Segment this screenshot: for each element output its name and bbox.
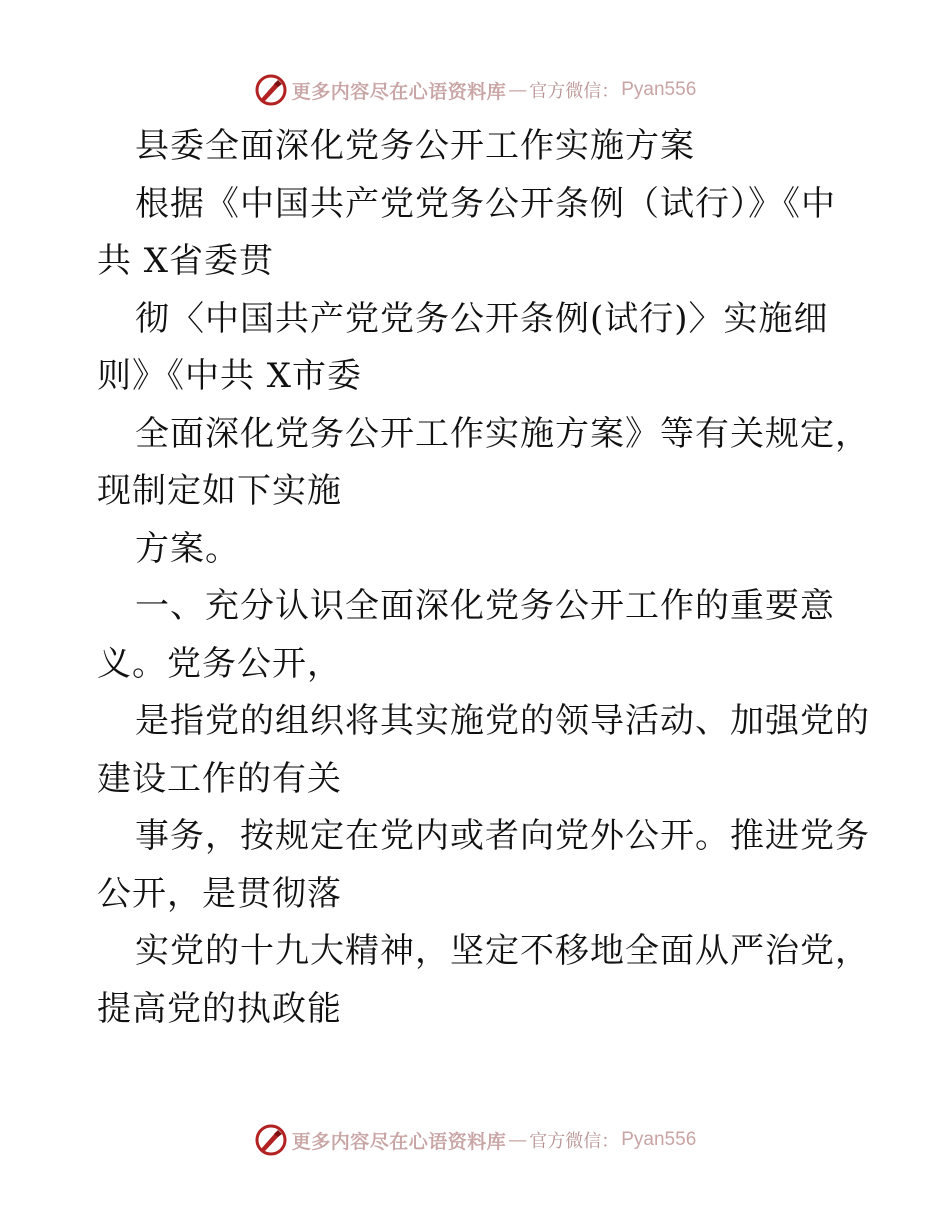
- wechat-label: 官方微信：: [529, 81, 620, 102]
- document-title: 县委全面深化党务公开工作实施方案: [135, 126, 695, 166]
- paragraph-line: 事务，按规定在党内或者向党外公开。推进党务: [135, 816, 870, 856]
- paragraph-line: 彻〈中国共产党党务公开条例(试行)〉实施细: [135, 298, 829, 339]
- banner-separator: —: [508, 1129, 528, 1151]
- paragraph-line: 是指党的组织将其实施党的领导活动、加强党的: [135, 701, 870, 741]
- paragraph-line: 提高党的执政能: [97, 988, 342, 1029]
- paragraph-line: 现制定如下实施: [97, 471, 342, 511]
- wechat-label: 官方微信：: [529, 1131, 620, 1152]
- pen-logo-icon: [254, 73, 288, 107]
- paragraph-line: 全面深化党务公开工作实施方案》等有关规定，: [135, 413, 870, 454]
- paragraph-line: 实党的十九大精神，坚定不移地全面从严治党，: [135, 931, 870, 971]
- header-watermark-banner: [0, 70, 950, 110]
- footer-watermark-banner: [0, 1120, 950, 1160]
- promo-text: 更多内容尽在心语资料库: [291, 80, 507, 103]
- paragraph-line: 根据《中国共产党党务公开条例（试行）》《中: [135, 183, 836, 224]
- wechat-id: Pyan556: [621, 79, 697, 100]
- paragraph-line: 义。党务公开，: [97, 643, 342, 684]
- paragraph-line: 公开，是贯彻落: [97, 873, 342, 914]
- promo-text: 更多内容尽在心语资料库: [291, 1130, 507, 1153]
- wechat-id: Pyan556: [621, 1129, 697, 1150]
- document-body: [97, 118, 870, 1038]
- banner-separator: —: [508, 79, 528, 101]
- paragraph-line: 则》《中共 X市委: [97, 356, 363, 396]
- section-heading-line: 一、充分认识全面深化党务公开工作的重要意: [135, 586, 835, 626]
- paragraph-line: 建设工作的有关: [97, 758, 342, 799]
- paragraph-line: 共 X省委贯: [97, 241, 275, 281]
- pen-logo-icon: [254, 1123, 288, 1157]
- paragraph-line: 方案。: [135, 528, 240, 569]
